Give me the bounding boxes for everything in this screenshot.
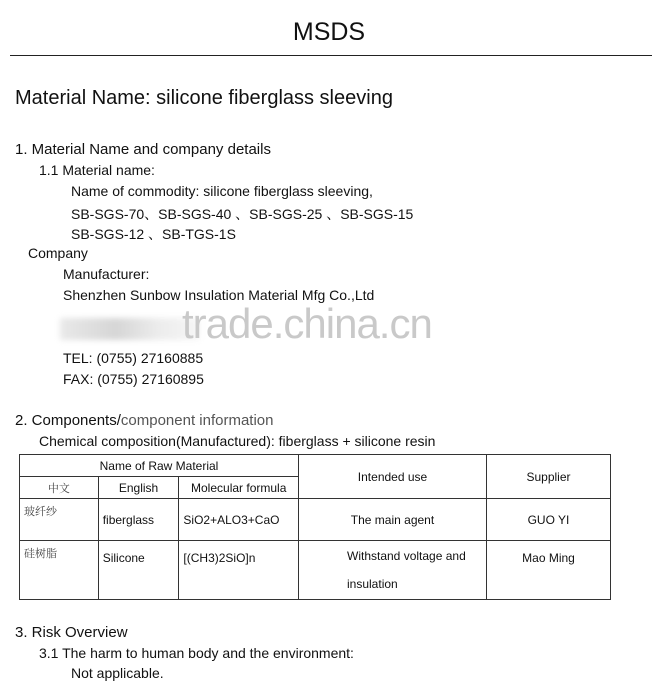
subheader-chinese: 中文: [20, 477, 99, 499]
risk-value: Not applicable.: [71, 665, 164, 681]
row2-supplier: Mao Ming: [487, 541, 611, 600]
fax-line: FAX: (0755) 27160895: [63, 371, 204, 387]
row2-use: [299, 541, 487, 600]
section1-heading: 1. Material Name and company details: [15, 141, 271, 158]
doc-title: MSDS: [292, 18, 366, 46]
row1-en: fiberglass: [98, 499, 179, 541]
sub-1-1: 1.1 Material name:: [39, 162, 155, 178]
row1-cn: 玻纤纱: [20, 499, 99, 541]
blurred-address: [60, 318, 200, 340]
subheader-english: English: [98, 477, 179, 499]
row1-supplier: GUO YI: [487, 499, 611, 541]
company-label: Company: [28, 245, 88, 261]
row1-use: The main agent: [299, 499, 487, 541]
row2-use-line1: Withstand voltage and: [347, 549, 466, 563]
commodity-line: Name of commodity: silicone fiberglass sleeving,: [71, 183, 373, 199]
table-row: [20, 499, 611, 541]
manufacturer-name: Shenzhen Sunbow Insulation Material Mfg Co.,Ltd: [63, 287, 375, 303]
section2-heading-prefix: 2. Components/: [15, 412, 121, 429]
header-intended-use: Intended use: [299, 455, 487, 499]
tel-line: TEL: (0755) 27160885: [63, 350, 204, 366]
section2-heading-suffix: component information: [120, 412, 274, 429]
sub-3-1: 3.1 The harm to human body and the environment:: [39, 645, 354, 661]
row2-en: Silicone: [98, 541, 179, 600]
header-supplier: Supplier: [487, 455, 611, 499]
subheader-formula: Molecular formula: [179, 477, 299, 499]
row1-formula: SiO2+ALO3+CaO: [179, 499, 299, 541]
table-row: [20, 541, 611, 600]
section2-heading: [15, 412, 274, 429]
material-heading: Material Name: silicone fiberglass sleeving: [15, 87, 393, 109]
models-line-2: SB-SGS-12 、SB-TGS-1S: [71, 226, 236, 242]
manufacturer-label: Manufacturer:: [63, 266, 150, 282]
row2-cn: 硅树脂: [20, 541, 99, 600]
table-header-row: [20, 455, 611, 477]
row2-formula: [(CH3)2SiO]n: [179, 541, 299, 600]
watermark: trade.china.cn: [182, 300, 432, 347]
section3-heading: 3. Risk Overview: [15, 624, 128, 641]
row2-use-line2: insulation: [347, 577, 398, 591]
raw-material-table: [19, 454, 611, 600]
title-divider: [10, 55, 652, 56]
header-raw-material: Name of Raw Material: [20, 455, 299, 477]
models-line-1: SB-SGS-70、SB-SGS-40 、SB-SGS-25 、SB-SGS-15: [71, 206, 414, 222]
chem-composition-line: Chemical composition(Manufactured): fiberglass + silicone resin: [39, 433, 436, 449]
